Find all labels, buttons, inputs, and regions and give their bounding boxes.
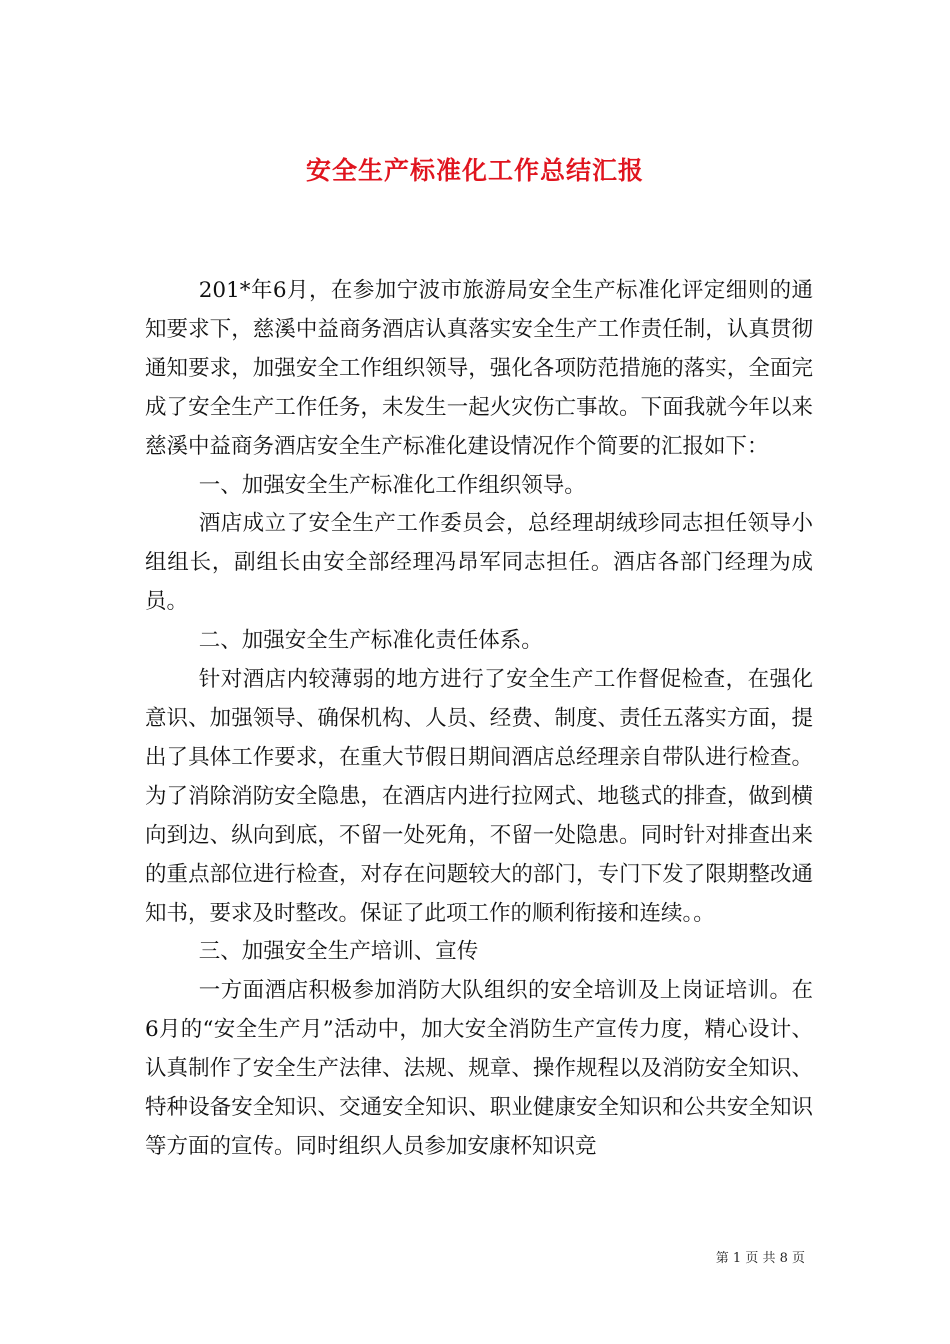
paragraph-section-2: 针对酒店内较薄弱的地方进行了安全生产工作督促检查，在强化意识、加强领导、确保机构、人员、经费、制度、责任五落实方面，提出了具体工作要求，在重大节假日期间酒店总经理亲自带队进行检查。为了消除消防安全隐患，在酒店内进行拉网式、地毯式的排查，做到横向到边、纵向到底，不留一处死角，不留一处隐患。同时针对排查出来的重点部位进行检查，对存在问题较大的部门，专门下发了限期整改通知书，要求及时整改。保证了此项工作的顺利衔接和连续。。 [145,667,813,926]
paragraph-section-1: 酒店成立了安全生产工作委员会，总经理胡绒珍同志担任领导小组组长，副组长由安全部经理冯昂军同志担任。酒店各部门经理为成员。 [145,511,813,615]
section-heading-1: 一、加强安全生产标准化工作组织领导。 [198,472,586,498]
section-heading-2: 二、加强安全生产标准化责任体系。 [198,628,543,654]
document-body [145,272,813,1167]
document-title: 安全生产标准化工作总结汇报 [305,155,644,185]
section-heading-3: 三、加强安全生产培训、宣传 [198,939,479,965]
page-number-footer: 第 1 页 共 8 页 [715,1251,805,1266]
paragraph-section-3: 一方面酒店积极参加消防大队组织的安全培训及上岗证培训。在6月的“安全生产月”活动中，加大安全消防生产宣传力度，精心设计、认真制作了安全生产法律、法规、规章、操作规程以及消防安全知识、特种设备安全知识、交通安全知识、职业健康安全知识和公共安全知识等方面的宣传。同时组织人员参加安康杯知识竞 [145,978,813,1159]
paragraph-intro: 201*年6月，在参加宁波市旅游局安全生产标准化评定细则的通知要求下，慈溪中益商务酒店认真落实安全生产工作责任制，认真贯彻通知要求，加强安全工作组织领导，强化各项防范措施的落实，全面完成了安全生产工作任务，未发生一起火灾伤亡事故。下面我就今年以来慈溪中益商务酒店安全生产标准化建设情况作个简要的汇报如下： [145,278,813,459]
